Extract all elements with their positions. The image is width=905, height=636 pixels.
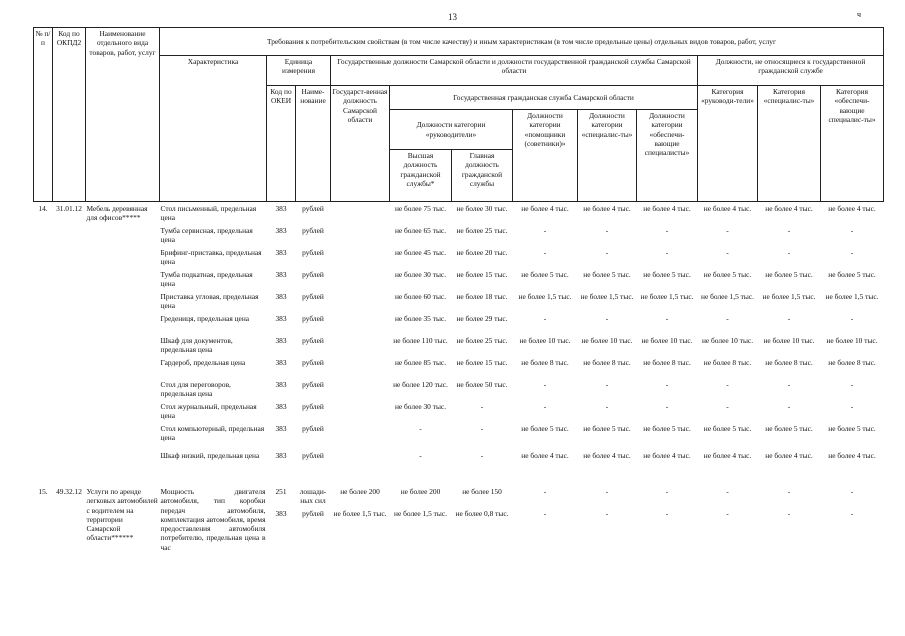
value-cell: не более 0,8 тыс. — [455, 509, 509, 518]
value-cell: не более 8 тыс. — [583, 358, 631, 367]
value-cell — [331, 424, 390, 451]
header-requirements: Требования к потребительским свойствам (в том числе качеству) и иным характеристикам (в том числе предельные цены) отдельных видов товаров, работ, услуг — [160, 28, 884, 56]
table-row — [34, 248, 884, 270]
value-cell: не более 25 тыс. — [456, 226, 508, 235]
value-cell: - — [726, 487, 729, 496]
table-row — [34, 226, 884, 248]
value-cell: не более 150 — [462, 487, 502, 496]
value-cell: не более 5 тыс. — [521, 424, 569, 433]
value-cell: - — [480, 424, 484, 433]
value-cell: не более 110 тыс. — [393, 336, 448, 345]
value-cell: - — [787, 402, 791, 411]
header-gov-position-region: Государст-венная должность Самарской области — [331, 86, 390, 202]
value-cell: не более 10 тыс. — [581, 336, 633, 345]
header-unit-code: Код по ОКЕИ — [267, 86, 296, 202]
value-cell: не более 200 — [340, 487, 380, 496]
table-row — [34, 336, 884, 358]
header-no: № п/п — [34, 28, 53, 202]
value-cell: не более 75 тыс. — [394, 204, 447, 213]
characteristic-cell: Стол письменный, предельная цена — [160, 204, 257, 223]
value-cell: - — [850, 380, 854, 389]
header-unit: Единица измерения — [267, 56, 331, 86]
unit-name-cell: рублей — [302, 380, 324, 389]
value-cell: - — [543, 380, 547, 389]
header-support: Должности категории «обеспечи-вающие специалисты» — [637, 110, 698, 202]
value-cell: не более 10 тыс. — [519, 336, 571, 345]
value-cell: не более 18 тыс. — [456, 292, 508, 301]
value-cell — [331, 292, 390, 314]
characteristic-cell: Мощность двигателя автомобиля, тип коробки передач автомобиля, комплектация автомобиля, время предоставления автомобиля потребителю, предельная цена в час — [160, 487, 266, 552]
okpd-code: 49.32.12 — [56, 487, 82, 496]
okei-code-cell: 383 — [275, 336, 287, 345]
value-cell: не более 1,5 тыс. — [333, 509, 387, 518]
header-characteristic: Характеристика — [160, 56, 267, 202]
header-unit-name: Наиме-нование — [296, 86, 331, 202]
header-gov-positions: Государственные должности Самарской области и должности государственной гражданской службы Самарской области — [331, 56, 698, 86]
table-body — [34, 202, 884, 564]
value-cell: - — [605, 402, 609, 411]
value-cell: - — [419, 424, 422, 433]
value-cell: - — [665, 487, 669, 496]
value-cell: - — [787, 248, 791, 257]
table-row — [34, 202, 884, 227]
value-cell: - — [605, 248, 609, 257]
okei-code-cell: 251 — [275, 487, 287, 496]
value-cell: не более 5 тыс. — [703, 270, 752, 279]
value-cell: - — [543, 226, 547, 235]
row-number: 15. — [38, 487, 48, 496]
unit-name-cell: рублей — [302, 292, 324, 301]
unit-name-cell: рублей — [302, 358, 324, 367]
header-nc-heads: Категория «руководи-тели» — [698, 86, 758, 202]
value-cell: не более 15 тыс. — [456, 358, 508, 367]
value-cell: - — [480, 402, 484, 411]
okei-code-cell: 383 — [275, 226, 287, 235]
unit-name-cell: лошади-ных сил — [299, 487, 327, 506]
value-cell: не более 20 тыс. — [456, 248, 508, 257]
value-cell — [331, 248, 390, 270]
value-cell: - — [726, 314, 729, 323]
unit-name-cell: рублей — [302, 336, 324, 345]
value-cell: не более 65 тыс. — [394, 226, 447, 235]
value-cell: не более 4 тыс. — [583, 451, 631, 460]
value-cell: не более 10 тыс. — [701, 336, 754, 345]
value-cell: - — [665, 380, 669, 389]
table-row — [34, 451, 884, 473]
value-cell: - — [726, 402, 729, 411]
characteristic-cell: Тумба подкатная, предельная цена — [160, 270, 253, 289]
value-cell: не более 10 тыс. — [763, 336, 815, 345]
value-cell: - — [787, 487, 791, 496]
value-cell: не более 5 тыс. — [521, 270, 569, 279]
value-cell: не более 4 тыс. — [765, 204, 813, 213]
value-cell: - — [850, 314, 854, 323]
unit-name-cell: рублей — [302, 451, 324, 460]
value-cell: - — [543, 509, 547, 518]
characteristic-cell: Гардероб, предельная цена — [160, 358, 246, 367]
value-cell: не более 4 тыс. — [828, 204, 876, 213]
value-cell: не более 30 тыс. — [394, 402, 447, 411]
value-cell: - — [665, 314, 669, 323]
value-cell: - — [543, 314, 547, 323]
value-cell: не более 5 тыс. — [643, 270, 691, 279]
value-cell: - — [726, 509, 729, 518]
unit-name-cell: рублей — [302, 424, 324, 433]
header-name: Наименование отдельного вида товаров, работ, услуг — [86, 28, 160, 202]
okpd-code: 31.01.12 — [56, 204, 82, 213]
value-cell: не более 4 тыс. — [521, 204, 569, 213]
value-cell: не более 1,5 тыс. — [825, 292, 879, 301]
characteristic-cell: Шкаф низкий, предельная цена — [160, 451, 260, 460]
value-cell: не более 4 тыс. — [703, 451, 752, 460]
okei-code-cell: 383 — [275, 248, 287, 257]
value-cell — [331, 358, 390, 380]
table-row — [34, 487, 884, 509]
value-cell: не более 5 тыс. — [703, 424, 752, 433]
value-cell: не более 4 тыс. — [583, 204, 631, 213]
value-cell: - — [543, 248, 547, 257]
value-cell: не более 4 тыс. — [643, 204, 691, 213]
value-cell: не более 5 тыс. — [828, 424, 876, 433]
value-cell: не более 5 тыс. — [765, 424, 813, 433]
value-cell: не более 4 тыс. — [765, 451, 813, 460]
value-cell — [331, 336, 390, 358]
value-cell: - — [605, 314, 609, 323]
okei-code-cell: 383 — [275, 314, 287, 323]
characteristic-cell: Тумба сервисная, предельная цена — [160, 226, 253, 245]
header-civil-service: Государственная гражданская служба Самарской области — [390, 86, 698, 110]
value-cell: не более 4 тыс. — [521, 451, 569, 460]
header-highest: Высшая должность гражданской службы* — [390, 150, 452, 202]
okei-code-cell: 383 — [275, 451, 287, 460]
value-cell: - — [787, 314, 791, 323]
value-cell: не более 4 тыс. — [703, 204, 752, 213]
requirements-table — [33, 27, 884, 563]
value-cell: не более 10 тыс. — [641, 336, 693, 345]
value-cell: - — [850, 226, 854, 235]
value-cell: не более 45 тыс. — [394, 248, 447, 257]
value-cell: - — [726, 380, 729, 389]
okei-code-cell: 383 — [275, 292, 287, 301]
header-okpd: Код по ОКПД2 — [53, 28, 86, 202]
value-cell: не более 1,5 тыс. — [762, 292, 816, 301]
header-nc-support: Категория «обеспечи-вающие специалис-ты» — [821, 86, 884, 202]
value-cell — [331, 202, 390, 227]
value-cell: - — [787, 509, 791, 518]
unit-name-cell: рублей — [302, 248, 324, 257]
value-cell: не более 29 тыс. — [456, 314, 508, 323]
value-cell: - — [850, 248, 854, 257]
table-row — [34, 270, 884, 292]
unit-name-cell: рублей — [302, 270, 324, 279]
value-cell: не более 8 тыс. — [765, 358, 813, 367]
value-cell: не более 5 тыс. — [583, 270, 631, 279]
value-cell: - — [665, 402, 669, 411]
item-name: Мебель деревянная для офисов***** — [86, 204, 148, 223]
value-cell: не более 5 тыс. — [765, 270, 813, 279]
value-cell: - — [605, 509, 609, 518]
table-row — [34, 402, 884, 424]
value-cell: - — [726, 226, 729, 235]
characteristic-cell: Брифинг-приставка, предельная цена — [160, 248, 262, 267]
characteristic-cell: Приставка угловая, предельная цена — [160, 292, 259, 311]
characteristic-cell: Стол для переговоров, предельная цена — [160, 380, 231, 399]
okei-code-cell: 383 — [275, 204, 287, 213]
value-cell — [331, 314, 390, 336]
value-cell: - — [726, 248, 729, 257]
value-cell — [331, 451, 390, 473]
table-row — [34, 424, 884, 451]
row-spacer — [34, 473, 884, 487]
value-cell: не более 15 тыс. — [456, 270, 508, 279]
header-nc-specialists: Категория «специалис-ты» — [758, 86, 821, 202]
table-row — [34, 314, 884, 336]
value-cell — [331, 402, 390, 424]
value-cell: не более 8 тыс. — [521, 358, 569, 367]
value-cell: - — [605, 487, 609, 496]
okei-code-cell: 383 — [275, 270, 287, 279]
okei-code-cell: 383 — [275, 358, 287, 367]
value-cell: - — [605, 380, 609, 389]
value-cell: - — [850, 402, 854, 411]
value-cell: не более 8 тыс. — [703, 358, 752, 367]
value-cell: - — [787, 380, 791, 389]
page-number: 13 — [448, 12, 457, 22]
value-cell: - — [419, 451, 422, 460]
value-cell: не более 30 тыс. — [456, 204, 508, 213]
okei-code-cell: 383 — [275, 424, 287, 433]
header-non-civil: Должности, не относящиеся к государственной гражданской службе — [698, 56, 884, 86]
okei-code-cell: 383 — [275, 509, 287, 518]
value-cell: - — [605, 226, 609, 235]
item-name: Услуги по аренде легковых автомобилей с водителем на территории Самарской области****** — [86, 487, 158, 543]
unit-name-cell: рублей — [302, 204, 324, 213]
okei-code-cell: 383 — [275, 380, 287, 389]
value-cell: не более 1,5 тыс. — [701, 292, 754, 301]
value-cell: не более 30 тыс. — [394, 270, 447, 279]
row-number: 14. — [38, 204, 48, 213]
unit-name-cell: рублей — [302, 226, 324, 235]
corner-mark: ч — [857, 10, 862, 19]
value-cell: не более 35 тыс. — [394, 314, 447, 323]
value-cell: - — [850, 509, 854, 518]
characteristic-cell: Шкаф для документов, предельная цена — [160, 336, 233, 355]
value-cell: не более 1,5 тыс. — [394, 509, 447, 518]
value-cell: не более 60 тыс. — [394, 292, 447, 301]
value-cell: не более 5 тыс. — [828, 270, 876, 279]
value-cell: - — [665, 248, 669, 257]
value-cell: не более 85 тыс. — [394, 358, 447, 367]
value-cell: не более 25 тыс. — [456, 336, 508, 345]
value-cell: не более 10 тыс. — [826, 336, 878, 345]
value-cell — [331, 380, 390, 402]
value-cell: - — [665, 509, 669, 518]
value-cell: не более 1,5 тыс. — [640, 292, 694, 301]
characteristic-cell: Стол журнальный, предельная цена — [160, 402, 257, 421]
value-cell: не более 5 тыс. — [583, 424, 631, 433]
value-cell: не более 50 тыс. — [456, 380, 508, 389]
table-row — [34, 380, 884, 402]
value-cell: не более 1,5 тыс. — [580, 292, 634, 301]
characteristic-cell: Стол компьютерный, предельная цена — [160, 424, 265, 443]
unit-name-cell: рублей — [302, 314, 324, 323]
value-cell: - — [665, 226, 669, 235]
header-specialists: Должности категории «специалис-ты» — [578, 110, 637, 202]
okei-code-cell: 383 — [275, 402, 287, 411]
table-row — [34, 292, 884, 314]
value-cell: не более 200 — [400, 487, 441, 496]
table-header — [34, 28, 884, 202]
value-cell: не более 8 тыс. — [643, 358, 691, 367]
header-assistants: Должности категории «помощники (советники)» — [513, 110, 578, 202]
unit-name-cell: рублей — [302, 402, 324, 411]
table-row — [34, 358, 884, 380]
value-cell: - — [543, 487, 547, 496]
value-cell — [331, 270, 390, 292]
value-cell: не более 4 тыс. — [828, 451, 876, 460]
value-cell: - — [480, 451, 484, 460]
value-cell: не более 5 тыс. — [643, 424, 691, 433]
characteristic-cell: Гредениця, предельная цена — [160, 314, 250, 323]
value-cell: не более 4 тыс. — [643, 451, 691, 460]
header-main: Главная должность гражданской службы — [452, 150, 513, 202]
value-cell: - — [787, 226, 791, 235]
header-cat-heads: Должности категории «руководители» — [390, 110, 513, 150]
unit-name-cell: рублей — [302, 509, 324, 518]
value-cell: - — [850, 487, 854, 496]
value-cell: не более 120 тыс. — [393, 380, 448, 389]
value-cell — [331, 226, 390, 248]
value-cell: не более 8 тыс. — [828, 358, 876, 367]
value-cell: не более 1,5 тыс. — [518, 292, 572, 301]
value-cell: - — [543, 402, 547, 411]
